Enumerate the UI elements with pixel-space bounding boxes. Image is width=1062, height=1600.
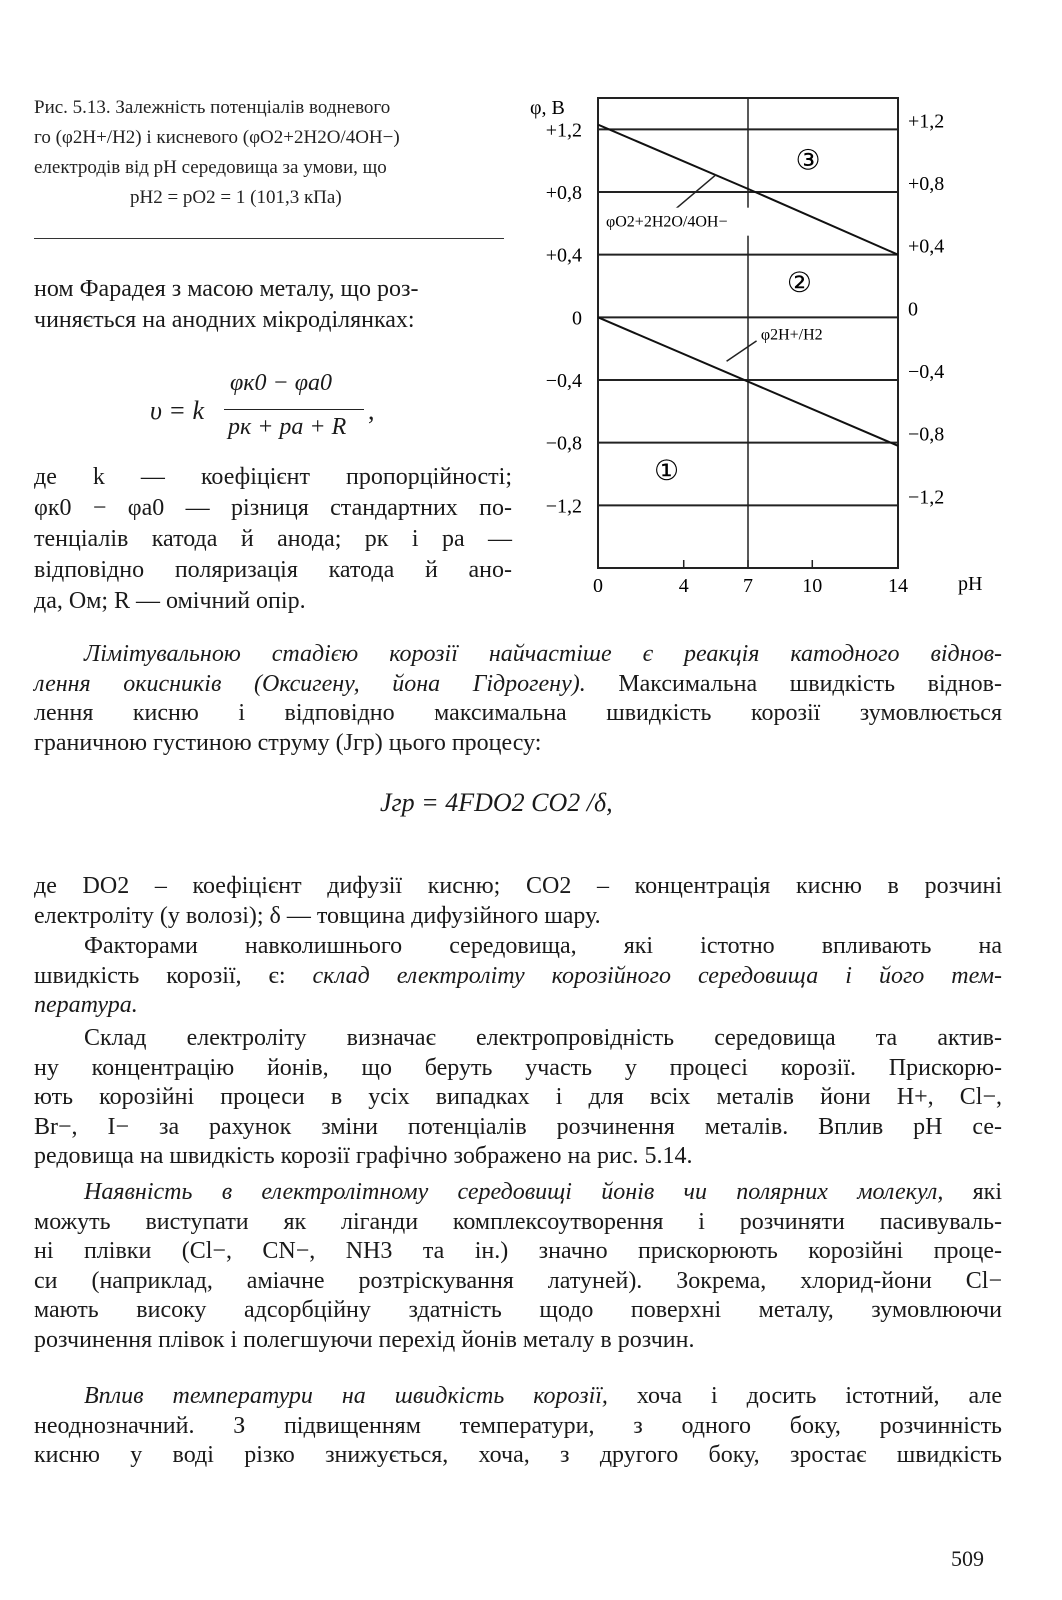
left-text2-line-3: тенціалів катода й анода; pк і pа — <box>34 526 512 552</box>
p5-line-1-italic: Наявність в електролітному середовищі йонів чи полярних молекул, <box>84 1179 944 1205</box>
left-text2-line-1: де k — коефіцієнт пропорційності; <box>34 464 512 490</box>
p6-line-1-rest: хоча і досить істотний, але <box>607 1383 1003 1409</box>
left-text-line-1: ном Фарадея з масою металу, що роз- <box>34 276 419 302</box>
p5-line-4: си (наприклад, аміачне розтріскування латуней). Зокрема, хлорид-йони Cl− <box>34 1267 1002 1294</box>
y-tick-right-4: −0,4 <box>908 361 945 383</box>
p5-line-5: мають високу адсорбційну здатність щодо поверхні металу, зумовлюючи <box>34 1297 1002 1323</box>
formula-velocity-lhs: υ = k <box>150 396 205 425</box>
region-marker-2: ② <box>786 267 812 299</box>
y-tick-left-4: −0,4 <box>545 370 582 392</box>
p6-line-2: неоднозначний. З підвищенням температури, з одного боку, розчинність <box>34 1412 1002 1439</box>
series-label-oxygen: φO2+2H2O/4OH− <box>606 213 728 231</box>
region-marker-1: ① <box>654 455 680 487</box>
p1-line-4: граничною густиною струму (Jгр) цього процесу: <box>34 729 542 756</box>
p2-line-1: де DO2 – коефіцієнт дифузії кисню; CO2 – концентрація кисню в розчині <box>34 873 1002 899</box>
y-tick-left-0: +1,2 <box>545 119 582 142</box>
formula-limit-current: Jгр = 4FDO2 CO2 /δ, <box>380 788 613 817</box>
p6-line-1-italic: Вплив температури на швидкість корозії, <box>84 1383 608 1409</box>
p6-line-3: кисню у воді різко знижується, хоча, з другого боку, зростає швидкість <box>34 1442 1002 1468</box>
figure-caption <box>34 93 504 213</box>
paragraph-1 <box>34 640 1002 758</box>
y-tick-right-3: 0 <box>908 298 918 321</box>
paragraph-5 <box>34 1178 1002 1355</box>
series-label-hydrogen: φ2H+/H2 <box>760 326 823 344</box>
p3-line-2-a: швидкість корозії, є: <box>34 962 313 989</box>
y-tick-left-2: +0,4 <box>545 244 582 267</box>
p1-line-1: Лімітувальною стадією корозії найчастіше є реакція катодного віднов- <box>84 641 1002 667</box>
left-text2-line-4: відповідно поляризація катода й ано- <box>34 557 512 583</box>
caption-line-4: pH2 = pO2 = 1 (101,3 кПа) <box>130 187 342 208</box>
p3-line-2-italic: склад електроліту корозійного середовища і його тем- <box>312 962 1002 989</box>
p4-line-5: редовища на швидкість корозії графічно зображено на рис. 5.14. <box>34 1143 693 1169</box>
x-tick-label-0: 0 <box>593 575 603 597</box>
page-number: 509 <box>951 1546 984 1571</box>
formula-velocity-fraction-bar <box>224 409 364 410</box>
paragraph-3 <box>34 932 1002 1021</box>
formula-velocity-denominator: pк + pа + R <box>228 414 347 440</box>
p4-line-1: Склад електроліту визначає електропровідність середовища та актив- <box>84 1025 1002 1051</box>
chart-regions <box>654 146 821 487</box>
paragraph-6 <box>34 1382 1002 1471</box>
x-tick-label-1: 4 <box>678 575 689 597</box>
left-text2-line-2: φк0 − φа0 — різниця стандартних по- <box>34 495 512 521</box>
p1-line-3: лення кисню і відповідно максимальна швидкість корозії зумовлюється <box>34 700 1002 726</box>
x-tick-label-4: 14 <box>888 575 908 597</box>
chart-gridlines <box>598 98 898 568</box>
y-tick-left-5: −0,8 <box>545 432 582 455</box>
y-tick-right-2: +0,4 <box>908 235 945 258</box>
p1-line-2-rest: Максимальна швидкість віднов- <box>585 670 1003 697</box>
paragraph-4 <box>34 1024 1002 1172</box>
formula-velocity-numerator: φк0 − φа0 <box>230 370 332 396</box>
caption-line-1: Рис. 5.13. Залежність потенціалів водневого <box>34 97 391 118</box>
p3-line-3: пература. <box>34 992 138 1018</box>
y-tick-left-3: 0 <box>572 307 582 330</box>
left-text-block <box>34 274 512 336</box>
p4-line-4: Br−, I− за рахунок зміни потенціалів розчинення металів. Вплив pH се- <box>34 1113 1002 1140</box>
p4-line-3: ють корозійні процеси в усіх випадках і для всіх металів йони H+, Cl−, <box>34 1084 1002 1110</box>
region-marker-3: ③ <box>795 145 821 177</box>
y-tick-right-0: +1,2 <box>908 110 945 133</box>
y-tick-right-1: +0,8 <box>908 173 945 195</box>
p1-line-2-italic: лення окисників (Оксигену, йона Гідрогену). <box>34 670 586 697</box>
y-tick-right-6: −1,2 <box>908 486 945 509</box>
chart-x-ticks <box>593 560 908 597</box>
caption-line-3: електродів від pH середовища за умови, що <box>34 157 387 178</box>
caption-line-2: го (φ2H+/H2) і кисневого (φO2+2H2O/4OH−) <box>34 127 400 148</box>
chart-y-ticks <box>546 110 945 517</box>
formula-velocity-tail: , <box>368 396 375 425</box>
caption-rule <box>34 238 504 239</box>
p3-line-1: Факторами навколишнього середовища, які істотно впливають на <box>84 933 1002 959</box>
paragraph-2 <box>34 872 1002 931</box>
p5-line-3: ні плівки (Cl−, CN−, NH3 та ін.) значно прискорюють корозійні проце- <box>34 1238 1002 1264</box>
chart-xlabel: pH <box>958 573 983 595</box>
chart-ylabel: φ, В <box>530 97 565 119</box>
left-text-line-2: чиняється на анодних мікроділянках: <box>34 307 415 333</box>
p4-line-2: ну концентрацію йонів, що беруть участь у процесі корозії. Прискорю- <box>34 1054 1002 1081</box>
formula-velocity <box>150 366 410 456</box>
p2-line-2: електроліту (у волозі); δ — товщина дифузійного шару. <box>34 902 601 929</box>
y-tick-right-5: −0,8 <box>908 423 945 446</box>
y-tick-left-1: +0,8 <box>545 182 582 204</box>
left-text-block-2 <box>34 462 512 617</box>
p5-line-6: розчинення плівок і полегшуючи перехід йонів металу в розчин. <box>34 1326 695 1353</box>
potential-ph-chart <box>518 86 988 616</box>
x-tick-label-2: 7 <box>743 575 753 597</box>
series-leader-hydrogen <box>727 341 757 361</box>
p5-line-1-rest: які <box>943 1179 1002 1205</box>
y-tick-left-6: −1,2 <box>545 495 582 518</box>
x-tick-label-3: 10 <box>802 575 823 597</box>
p5-line-2: можуть виступати як ліганди комплексоутворення і розчиняти пасивуваль- <box>34 1208 1002 1235</box>
left-text2-line-5: да, Ом; R — омічний опір. <box>34 588 306 614</box>
